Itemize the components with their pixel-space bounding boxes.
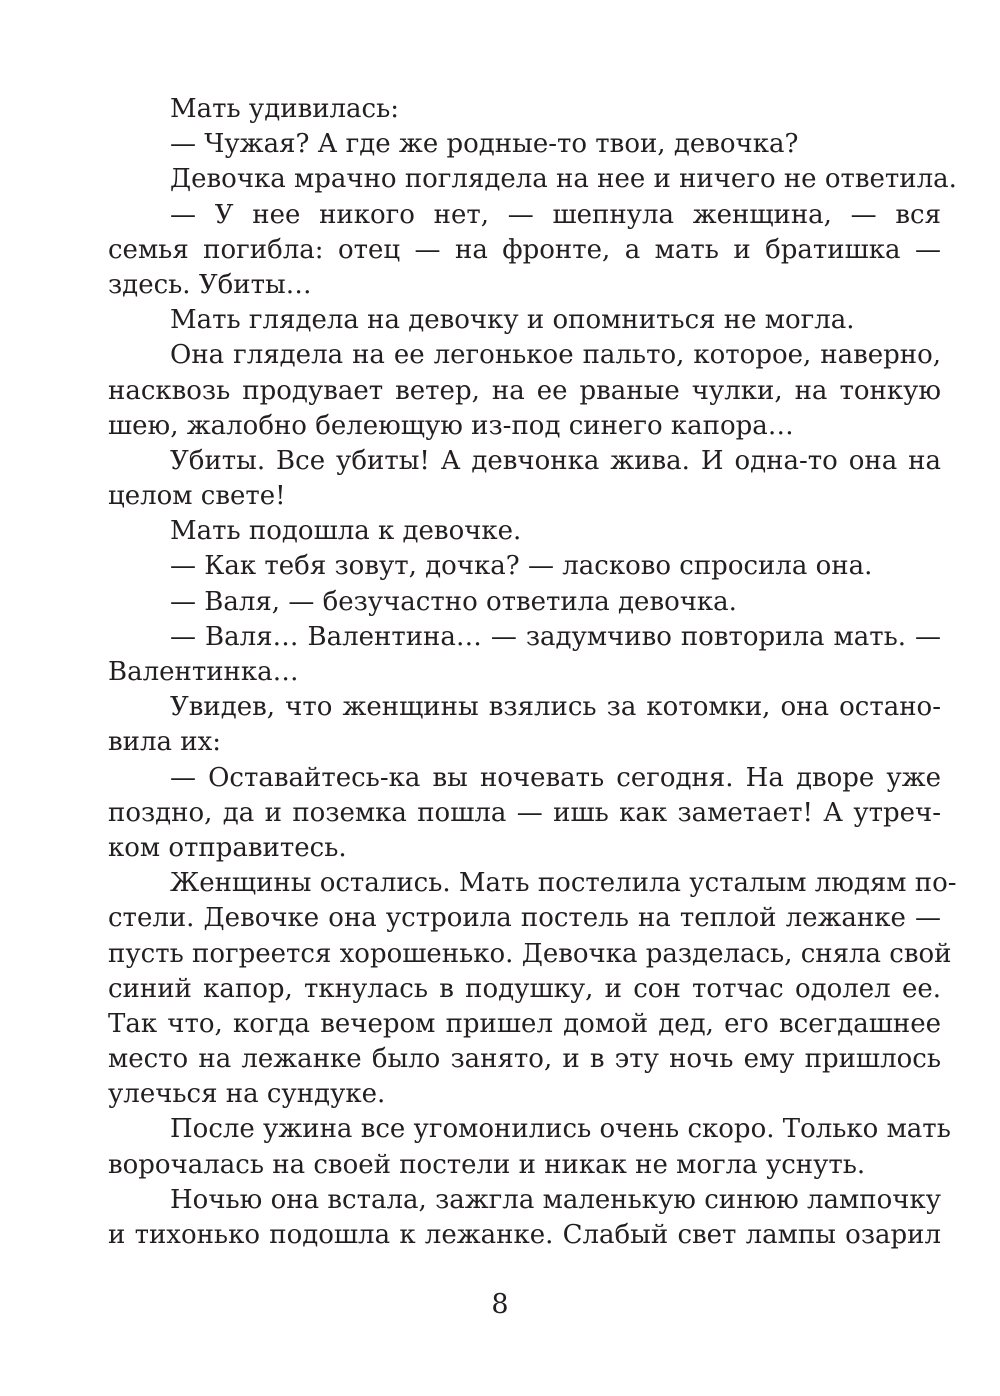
page-number: 8 xyxy=(491,1289,509,1320)
text-line: ком отправитесь. xyxy=(108,832,347,863)
text-line: семья погибла: отец — на фронте, а мать и братишка — xyxy=(108,234,941,265)
text-line: — Валя, — безучастно ответила девочка. xyxy=(170,586,737,617)
text-line: Валентинка… xyxy=(108,657,299,687)
text-line: пусть погреется хорошенько. Девочка разделась, сняла свой xyxy=(108,938,952,969)
page-body xyxy=(108,92,957,1253)
text-line: — У нее никого нет, — шепнула женщина, — вся xyxy=(170,199,941,230)
text-line: — Валя… Валентина… — задумчиво повторила мать. — xyxy=(170,621,941,652)
text-line: Мать глядела на девочку и опомниться не могла. xyxy=(170,305,855,336)
text-line: вила их: xyxy=(108,727,222,758)
text-line: стели. Девочке она устроила постель на теплой лежанке — xyxy=(108,903,941,934)
text-line: целом свете! xyxy=(108,481,286,512)
text-line: насквозь продувает ветер, на ее рваные чулки, на тонкую xyxy=(108,375,941,406)
text-line: — Оставайтесь-ка вы ночевать сегодня. На дворе уже xyxy=(170,762,941,793)
text-line: — Как тебя зовут, дочка? — ласково спросила она. xyxy=(170,551,873,582)
text-line: Женщины остались. Мать постелила усталым людям по- xyxy=(170,868,957,899)
text-line: — Чужая? А где же родные-то твои, девочка? xyxy=(170,129,799,160)
text-line: синий капор, ткнулась в подушку, и сон тотчас одолел ее. xyxy=(108,973,941,1004)
text-line: Так что, когда вечером пришел домой дед, его всегдашнее xyxy=(108,1008,941,1039)
text-line: Девочка мрачно поглядела на нее и ничего не ответила. xyxy=(170,164,957,195)
text-line: Она глядела на ее легонькое пальто, которое, наверно, xyxy=(170,340,941,371)
text-line: Мать подошла к девочке. xyxy=(170,516,522,547)
text-line: Мать удивилась: xyxy=(170,94,400,124)
text-line: улечься на сундуке. xyxy=(108,1079,386,1110)
text-line: Увидев, что женщины взялись за котомки, она остано- xyxy=(170,692,941,723)
text-line: После ужина все угомонились очень скоро. Только мать xyxy=(170,1114,951,1145)
text-line: Убиты. Все убиты! А девчонка жива. И одна-то она на xyxy=(170,445,941,476)
text-line: поздно, да и поземка пошла — ишь как заметает! А утреч- xyxy=(108,797,941,828)
text-line: и тихонько подошла к лежанке. Слабый свет лампы озарил xyxy=(108,1220,941,1250)
text-line: место на лежанке было занято, и в эту ночь ему пришлось xyxy=(108,1044,941,1075)
text-line: здесь. Убиты… xyxy=(108,269,312,300)
text-line: Ночью она встала, зажгла маленькую синюю лампочку xyxy=(170,1184,941,1215)
text-line: шею, жалобно белеющую из-под синего капора… xyxy=(108,410,794,441)
text-line: ворочалась на своей постели и никак не могла уснуть. xyxy=(108,1149,866,1180)
